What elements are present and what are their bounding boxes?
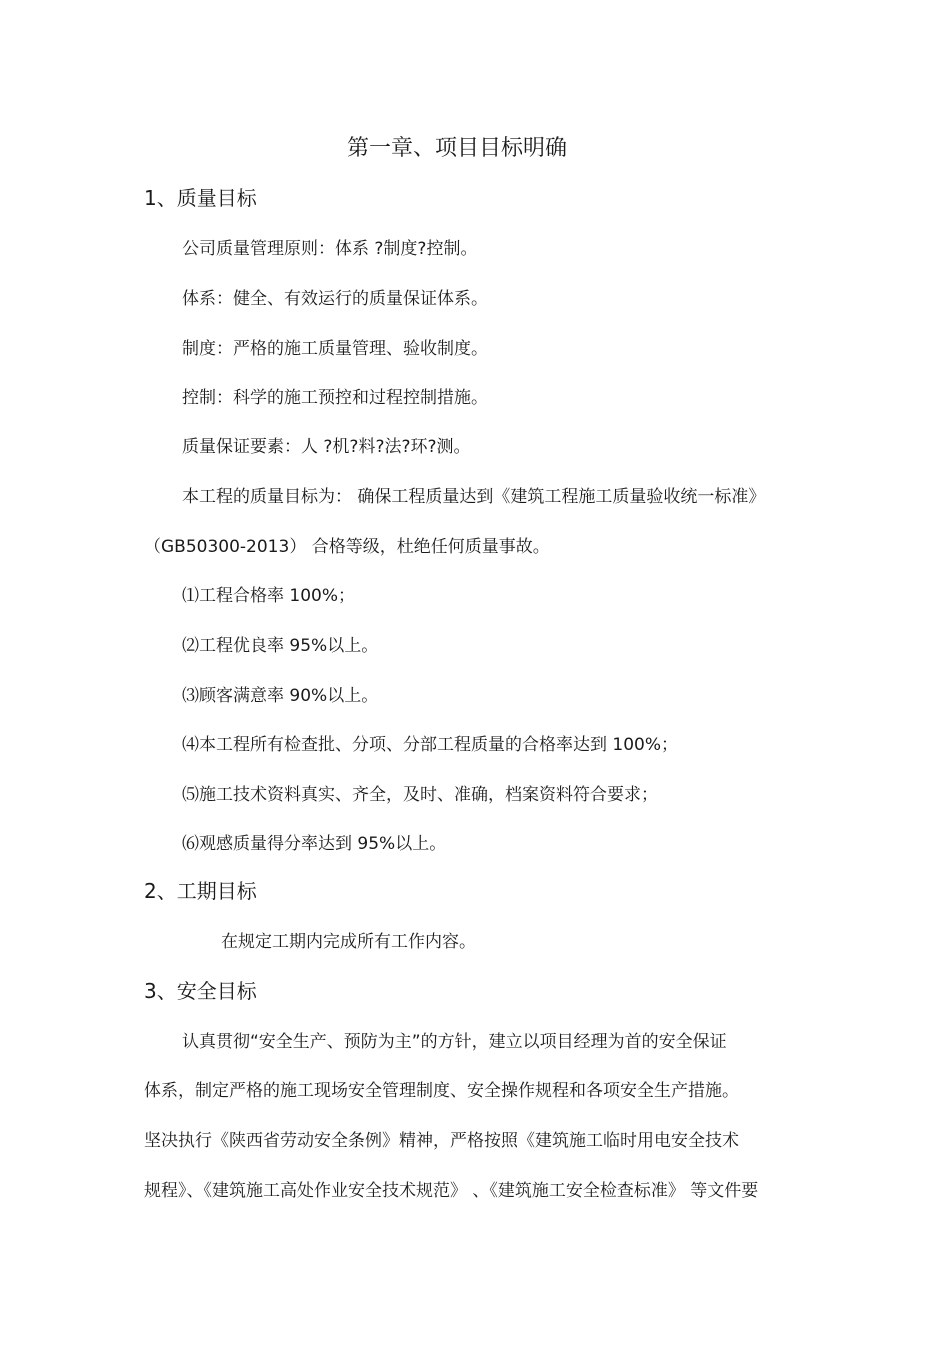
paragraph-line: （GB50300-2013） 合格等级，杜绝任何质量事故。	[144, 537, 550, 557]
list-item: ⑶顾客满意率 90%以上。	[182, 686, 379, 706]
paragraph-line: 体系：健全、有效运行的质量保证体系。	[182, 289, 488, 309]
paragraph-line: 在规定工期内完成所有工作内容。	[221, 932, 476, 952]
paragraph-line: 认真贯彻“安全生产、预防为主”的方针，建立以项目经理为首的安全保证	[182, 1032, 727, 1052]
section-heading-quality: 1、质量目标	[144, 186, 257, 210]
paragraph-line: 体系，制定严格的施工现场安全管理制度、安全操作规程和各项安全生产措施。	[144, 1081, 739, 1101]
list-item: ⑸施工技术资料真实、齐全，及时、准确，档案资料符合要求；	[182, 785, 658, 805]
paragraph-line: 规程》、《建筑施工高处作业安全技术规范》 、《建筑施工安全检查标准》 等文件要	[144, 1181, 759, 1201]
list-item: ⑴工程合格率 100%；	[182, 586, 356, 606]
list-item: ⑷本工程所有检查批、分项、分部工程质量的合格率达到 100%；	[182, 735, 679, 755]
list-item: ⑹观感质量得分率达到 95%以上。	[182, 834, 447, 854]
list-item: ⑵工程优良率 95%以上。	[182, 636, 379, 656]
paragraph-line: 质量保证要素：人 ?机?料?法?环?测。	[182, 437, 471, 457]
paragraph-line: 控制：科学的施工预控和过程控制措施。	[182, 388, 488, 408]
paragraph-line: 坚决执行《陕西省劳动安全条例》精神，严格按照《建筑施工临时用电安全技术	[144, 1131, 739, 1151]
paragraph-line: 本工程的质量目标为： 确保工程质量达到《建筑工程施工质量验收统一标准》	[182, 487, 766, 507]
section-heading-safety: 3、安全目标	[144, 979, 257, 1003]
paragraph-line: 公司质量管理原则：体系 ?制度?控制。	[182, 239, 478, 259]
paragraph-line: 制度：严格的施工质量管理、验收制度。	[182, 339, 488, 359]
page-title: 第一章、项目目标明确	[347, 136, 568, 161]
section-heading-schedule: 2、工期目标	[144, 879, 257, 903]
